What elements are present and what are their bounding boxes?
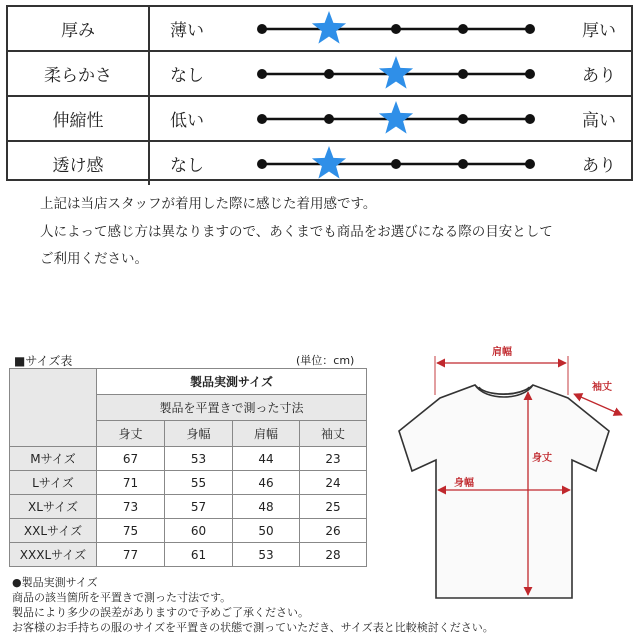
- table-row: [10, 447, 367, 471]
- feel-row-stretch: [8, 97, 631, 140]
- table-cell: 61: [165, 543, 233, 567]
- note-line: 人によって感じ方は異なりますので、あくまでも商品をお選びになる際の目安として: [40, 224, 553, 240]
- scale-dot: [391, 24, 401, 34]
- scale-dot: [458, 114, 468, 124]
- column-header: 身幅: [165, 421, 233, 447]
- column-header: 身丈: [97, 421, 165, 447]
- table-row: [10, 543, 367, 567]
- table-cell: 25: [300, 495, 367, 519]
- size-label: Lサイズ: [10, 471, 97, 495]
- table-cell: 53: [165, 447, 233, 471]
- column-header: 肩幅: [233, 421, 300, 447]
- tshirt-measurement-diagram: [378, 343, 632, 605]
- table-cell: 53: [233, 543, 300, 567]
- width-label: 身幅: [454, 478, 474, 489]
- star-icon: [379, 101, 413, 134]
- scale-dot: [525, 159, 535, 169]
- table-cell: 67: [97, 447, 165, 471]
- feel-attr-name: 厚み: [8, 7, 150, 50]
- feel-row-softness: [8, 52, 631, 95]
- corner-cell: [10, 369, 97, 447]
- shoulder-label: 肩幅: [492, 347, 512, 358]
- scale-dot: [324, 114, 334, 124]
- feel-left-label: なし: [170, 66, 204, 86]
- feel-row-sheerness: [8, 142, 631, 185]
- feel-right-label: 厚い: [582, 21, 616, 41]
- feel-left-label: なし: [170, 156, 204, 176]
- feel-scale: [248, 97, 538, 140]
- feel-scale: [248, 142, 538, 185]
- table-cell: 44: [233, 447, 300, 471]
- sleeve-label: 袖丈: [592, 382, 612, 393]
- table-cell: 28: [300, 543, 367, 567]
- table-cell: 46: [233, 471, 300, 495]
- unit-label: (単位：cm): [296, 354, 355, 367]
- size-note: 商品の該当箇所を平置きで測った寸法です。: [12, 591, 232, 604]
- table-row: [10, 471, 367, 495]
- table-cell: 48: [233, 495, 300, 519]
- fabric-feel-table: [6, 5, 633, 181]
- size-label: XXLサイズ: [10, 519, 97, 543]
- star-icon: [379, 56, 413, 89]
- size-note: お客様のお手持ちの服のサイズを平置きの状態で測っていただき、サイズ表と比較検討ください。: [12, 621, 494, 634]
- table-cell: 23: [300, 447, 367, 471]
- star-icon: [312, 11, 346, 44]
- table-cell: 75: [97, 519, 165, 543]
- scale-dot: [257, 24, 267, 34]
- size-label: XXXLサイズ: [10, 543, 97, 567]
- feel-attr-name: 柔らかさ: [8, 52, 150, 95]
- table-cell: 57: [165, 495, 233, 519]
- size-label: Mサイズ: [10, 447, 97, 471]
- feel-row-thickness: [8, 7, 631, 50]
- note-line: ご利用ください。: [40, 251, 148, 267]
- note-line: 上記は当店スタッフが着用した際に感じた着用感です。: [40, 196, 377, 212]
- scale-dot: [525, 24, 535, 34]
- column-header: 袖丈: [300, 421, 367, 447]
- scale-dot: [391, 159, 401, 169]
- feel-left-label: 薄い: [170, 21, 204, 41]
- table-row: [10, 519, 367, 543]
- feel-attr-name: 伸縮性: [8, 97, 150, 140]
- feel-left-label: 低い: [170, 111, 204, 131]
- header-main: 製品実測サイズ: [97, 369, 367, 395]
- table-cell: 77: [97, 543, 165, 567]
- size-note: 製品により多少の誤差がありますので予めご了承ください。: [12, 606, 309, 619]
- feel-right-label: あり: [582, 156, 616, 176]
- table-row: [10, 495, 367, 519]
- feel-attr-name: 透け感: [8, 142, 150, 185]
- scale-dot: [458, 24, 468, 34]
- feel-right-label: 高い: [582, 111, 616, 131]
- feel-scale: [248, 7, 538, 50]
- table-cell: 26: [300, 519, 367, 543]
- table-cell: 71: [97, 471, 165, 495]
- scale-dot: [525, 69, 535, 79]
- size-table-title: ■サイズ表: [14, 354, 73, 368]
- table-cell: 55: [165, 471, 233, 495]
- scale-dot: [525, 114, 535, 124]
- feel-right-label: あり: [582, 66, 616, 86]
- scale-dot: [324, 69, 334, 79]
- header-sub: 製品を平置きで測った寸法: [97, 395, 367, 421]
- size-label: XLサイズ: [10, 495, 97, 519]
- feel-scale: [248, 52, 538, 95]
- scale-dot: [257, 69, 267, 79]
- scale-dot: [257, 114, 267, 124]
- size-table: [9, 368, 367, 567]
- star-icon: [312, 146, 346, 179]
- table-cell: 60: [165, 519, 233, 543]
- scale-dot: [257, 159, 267, 169]
- tshirt-icon: [399, 385, 609, 598]
- size-note: ●製品実測サイズ: [12, 576, 98, 589]
- table-cell: 24: [300, 471, 367, 495]
- length-label: 身丈: [532, 453, 552, 464]
- scale-dot: [458, 69, 468, 79]
- table-cell: 50: [233, 519, 300, 543]
- table-cell: 73: [97, 495, 165, 519]
- scale-dot: [458, 159, 468, 169]
